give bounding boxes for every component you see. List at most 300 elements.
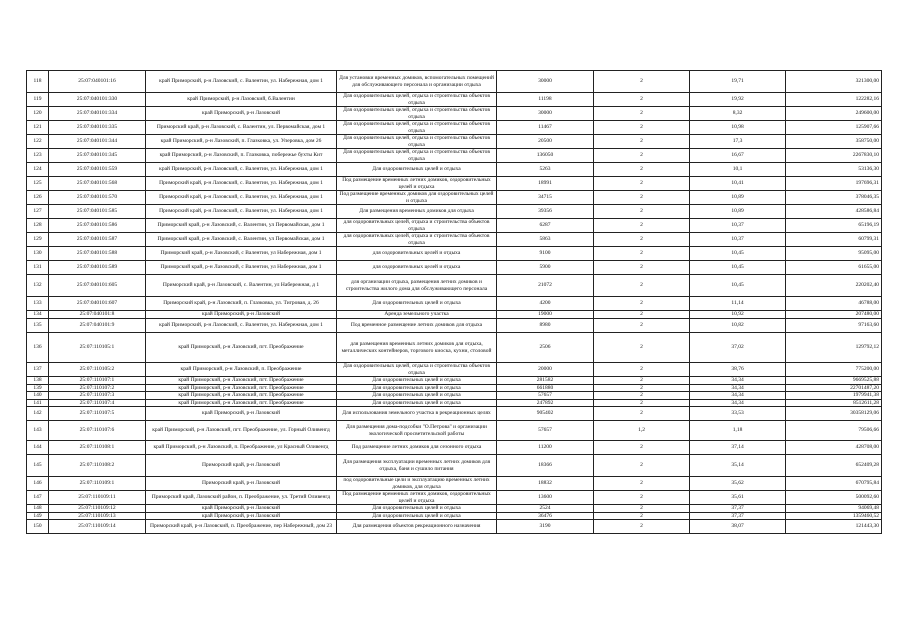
row-number: 133 [27, 297, 49, 311]
rate-cell: 10,89 [690, 205, 786, 219]
coefficient-cell: 2 [594, 135, 690, 149]
table-body [27, 71, 882, 534]
area-cell: 247892 [497, 399, 594, 407]
rate-cell: 38,76 [690, 363, 786, 377]
rate-cell: 34,34 [690, 384, 786, 392]
cadastral-number: 25:07:110109:13 [49, 512, 146, 520]
coefficient-cell: 2 [594, 247, 690, 261]
table-row [27, 71, 882, 93]
amount-cell: 500092,60 [786, 491, 882, 505]
amount-cell: 46788,00 [786, 297, 882, 311]
rate-cell: 10,45 [690, 247, 786, 261]
amount-cell: 60799,31 [786, 233, 882, 247]
rate-cell: 19,92 [690, 93, 786, 107]
coefficient-cell: 2 [594, 319, 690, 333]
area-cell: 57657 [497, 421, 594, 441]
table-row [27, 233, 882, 247]
rate-cell: 16,67 [690, 149, 786, 163]
row-number: 118 [27, 71, 49, 93]
row-number: 129 [27, 233, 49, 247]
amount-cell: 22701487,20 [786, 384, 882, 392]
coefficient-cell: 2 [594, 121, 690, 135]
area-cell: 18832 [497, 477, 594, 491]
table-row [27, 392, 882, 400]
land-lease-table [26, 70, 882, 534]
permitted-use-cell: Для размещения эксплуатации временных летних домиков для отдыха, баня и сушило питания [337, 455, 497, 477]
cadastral-number: 25:07:040101:587 [49, 233, 146, 247]
rate-cell: 10,1 [690, 163, 786, 177]
address-cell: край Приморский, р-н Лазовский, пгт. Преображение [146, 399, 337, 407]
cadastral-number: 25:07:110109:1 [49, 477, 146, 491]
address-cell: край Приморский, р-н Лазовский [146, 107, 337, 121]
address-cell: край Приморский, р-н Лазовский [146, 505, 337, 513]
amount-cell: 670795,84 [786, 477, 882, 491]
cadastral-number: 25:07:110105:1 [49, 333, 146, 363]
address-cell: Приморский край, р-н Лазовский, с. Валентин, ул. Первомайская, дом 1 [146, 121, 337, 135]
coefficient-cell: 2 [594, 311, 690, 319]
amount-cell: 378046,35 [786, 191, 882, 205]
row-number: 126 [27, 191, 49, 205]
permitted-use-cell: Для оздоровительных целей и отдыха [337, 392, 497, 400]
table-row [27, 107, 882, 121]
cadastral-number: 25:07:110108:1 [49, 441, 146, 455]
coefficient-cell: 2 [594, 520, 690, 534]
rate-cell: 10,45 [690, 275, 786, 297]
address-cell: край Приморский, р-н Лазовский [146, 311, 337, 319]
cadastral-number: 25:07:040101:334 [49, 107, 146, 121]
row-number: 140 [27, 392, 49, 400]
rate-cell: 37,37 [690, 512, 786, 520]
rate-cell: 10,89 [690, 191, 786, 205]
table-row [27, 377, 882, 385]
cadastral-number: 25:07:040101:559 [49, 163, 146, 177]
permitted-use-cell: для размещения временных летних домиков для отдыха, металлических контейнеров, торгового киоска, кухни, столовой [337, 333, 497, 363]
table-row [27, 311, 882, 319]
coefficient-cell: 2 [594, 93, 690, 107]
address-cell: край Приморский, р-н Лазовский, пгт. Преображение, ул. Горный Оливенгд [146, 421, 337, 441]
coefficient-cell: 2 [594, 363, 690, 377]
area-cell: 11198 [497, 93, 594, 107]
amount-cell: 53136,30 [786, 163, 882, 177]
coefficient-cell: 2 [594, 149, 690, 163]
amount-cell: 125907,66 [786, 121, 882, 135]
row-number: 122 [27, 135, 49, 149]
address-cell: Приморский край, р-н Лазовский, с Валентин, ул Набережная, дом 1 [146, 261, 337, 275]
cadastral-number: 25:07:110107:5 [49, 407, 146, 421]
area-cell: 5263 [497, 163, 594, 177]
row-number: 119 [27, 93, 49, 107]
amount-cell: 94069,48 [786, 505, 882, 513]
area-cell: 30000 [497, 107, 594, 121]
amount-cell: 121443,30 [786, 520, 882, 534]
row-number: 142 [27, 407, 49, 421]
cadastral-number: 25:07:110109:12 [49, 505, 146, 513]
coefficient-cell: 2 [594, 297, 690, 311]
permitted-use-cell: Для оздоровительных целей, отдыха и строительства объектов отдыха [337, 93, 497, 107]
cadastral-number: 25:07:040101:9 [49, 319, 146, 333]
cadastral-number: 25:07:040101:330 [49, 93, 146, 107]
area-cell: 19000 [497, 311, 594, 319]
address-cell: край Приморский, р-н Лазовский, б.Валентин [146, 93, 337, 107]
permitted-use-cell: Для оздоровительных целей и отдыха [337, 384, 497, 392]
rate-cell: 11,14 [690, 297, 786, 311]
amount-cell: 207480,00 [786, 311, 882, 319]
area-cell: 36476 [497, 512, 594, 520]
table-row [27, 520, 882, 534]
area-cell: 136050 [497, 149, 594, 163]
row-number: 134 [27, 311, 49, 319]
row-number: 120 [27, 107, 49, 121]
cadastral-number: 25:07:040101:16 [49, 71, 146, 93]
row-number: 124 [27, 163, 49, 177]
cadastral-number: 25:07:110105:2 [49, 363, 146, 377]
permitted-use-cell: Для оздоровительных целей, отдыха и строительства объектов отдыха [337, 149, 497, 163]
address-cell: Приморский край, р-н Лазовский, с. Валентин, ул. Набережная, дом 1 [146, 191, 337, 205]
rate-cell: 35,61 [690, 491, 786, 505]
area-cell: 13600 [497, 491, 594, 505]
address-cell: Приморский край, р-н Лазовский, п. Глазковка, ул. Тигровая, д. 26 [146, 297, 337, 311]
row-number: 130 [27, 247, 49, 261]
permitted-use-cell: Для оздоровительных целей и отдыха [337, 505, 497, 513]
row-number: 137 [27, 363, 49, 377]
amount-cell: 775200,00 [786, 363, 882, 377]
coefficient-cell: 2 [594, 163, 690, 177]
amount-cell: 2267830,10 [786, 149, 882, 163]
coefficient-cell: 2 [594, 441, 690, 455]
permitted-use-cell: Под размещение временных летних домиков, оздоровительных целей и отдыха [337, 491, 497, 505]
area-cell: 11200 [497, 441, 594, 455]
cadastral-number: 25:07:040101:589 [49, 261, 146, 275]
address-cell: Приморский край, р-н Лазовский, с. Валентин, ул. Набережная, дом 1 [146, 177, 337, 191]
table-row [27, 333, 882, 363]
cadastral-number: 25:07:110107:1 [49, 377, 146, 385]
coefficient-cell: 2 [594, 177, 690, 191]
table-row [27, 297, 882, 311]
permitted-use-cell: Под временное размещение летних домиков для отдыха [337, 319, 497, 333]
row-number: 135 [27, 319, 49, 333]
row-number: 145 [27, 455, 49, 477]
coefficient-cell: 2 [594, 205, 690, 219]
table-row [27, 163, 882, 177]
cadastral-number: 25:07:040101:607 [49, 297, 146, 311]
area-cell: 20500 [497, 135, 594, 149]
table-row [27, 441, 882, 455]
coefficient-cell: 2 [594, 399, 690, 407]
cadastral-number: 25:07:110107:3 [49, 392, 146, 400]
row-number: 147 [27, 491, 49, 505]
document-page [26, 70, 881, 534]
permitted-use-cell: Для оздоровительных целей и отдыха [337, 297, 497, 311]
permitted-use-cell: Под размещение временных домиков для оздоровительных целей и отдыха [337, 191, 497, 205]
table-row [27, 247, 882, 261]
permitted-use-cell: для оздоровительных целей и отдыха [337, 261, 497, 275]
permitted-use-cell: Для оздоровительных целей, отдыха и строительства объектов отдыха [337, 363, 497, 377]
amount-cell: 8512611,28 [786, 399, 882, 407]
coefficient-cell: 2 [594, 377, 690, 385]
area-cell: 661880 [497, 384, 594, 392]
rate-cell: 10,41 [690, 177, 786, 191]
coefficient-cell: 2 [594, 505, 690, 513]
cadastral-number: 25:07:110109:14 [49, 520, 146, 534]
rate-cell: 10,82 [690, 319, 786, 333]
cadastral-number: 25:07:040101:585 [49, 205, 146, 219]
table-row [27, 512, 882, 520]
amount-cell: 197696,31 [786, 177, 882, 191]
area-cell: 4200 [497, 297, 594, 311]
table-row [27, 407, 882, 421]
coefficient-cell: 2 [594, 261, 690, 275]
cadastral-number: 25:07:110108:2 [49, 455, 146, 477]
rate-cell: 10,92 [690, 311, 786, 319]
address-cell: край Приморский, р-н Лазовский, п. Преображение [146, 363, 337, 377]
address-cell: Приморский край, р-н Лазовский [146, 477, 337, 491]
row-number: 150 [27, 520, 49, 534]
coefficient-cell: 2 [594, 219, 690, 233]
permitted-use-cell: под оздоровительные цели и эксплуатацию временных летних домиков, для отдыха [337, 477, 497, 491]
address-cell: Приморский край, р-н Лазовский, с. Валентин, ул. Набережная, дом 1 [146, 205, 337, 219]
address-cell: Приморский край, р-н Лазовский, с. Валентин, ул Набережная, д 1 [146, 275, 337, 297]
rate-cell: 10,37 [690, 219, 786, 233]
row-number: 127 [27, 205, 49, 219]
address-cell: край Приморский, р-н Лазовский [146, 512, 337, 520]
area-cell: 20000 [497, 363, 594, 377]
rate-cell: 37,02 [690, 333, 786, 363]
cadastral-number: 25:07:040101:605 [49, 275, 146, 297]
area-cell: 281582 [497, 377, 594, 385]
table-row [27, 363, 882, 377]
table-row [27, 505, 882, 513]
coefficient-cell: 2 [594, 512, 690, 520]
amount-cell: 1359460,52 [786, 512, 882, 520]
amount-cell: 61655,00 [786, 261, 882, 275]
row-number: 136 [27, 333, 49, 363]
address-cell: край Приморский, р-н Лазовский, пгт. Преображение [146, 377, 337, 385]
rate-cell: 10,98 [690, 121, 786, 135]
address-cell: край Приморский, р-н Лазовский, пгт. Преображение [146, 333, 337, 363]
permitted-use-cell: Для оздоровительных целей и отдыха [337, 512, 497, 520]
coefficient-cell: 2 [594, 455, 690, 477]
cadastral-number: 25:07:040101:344 [49, 135, 146, 149]
amount-cell: 129792,12 [786, 333, 882, 363]
address-cell: край Приморский, р-н Лазовский, п. Преображение, ул Красный Оливенгд [146, 441, 337, 455]
row-number: 138 [27, 377, 49, 385]
address-cell: край Приморский, р-н Лазовский, с. Валентин, ул. Набережная, дом 1 [146, 163, 337, 177]
rate-cell: 10,37 [690, 233, 786, 247]
row-number: 123 [27, 149, 49, 163]
table-row [27, 121, 882, 135]
permitted-use-cell: Для оздоровительных целей и отдыха [337, 377, 497, 385]
cadastral-number: 25:07:040101:570 [49, 191, 146, 205]
amount-cell: 30358129,06 [786, 407, 882, 421]
coefficient-cell: 2 [594, 107, 690, 121]
row-number: 141 [27, 399, 49, 407]
table-row [27, 177, 882, 191]
table-row [27, 135, 882, 149]
amount-cell: 428708,00 [786, 441, 882, 455]
table-row [27, 261, 882, 275]
row-number: 121 [27, 121, 49, 135]
rate-cell: 17,3 [690, 135, 786, 149]
table-row [27, 275, 882, 297]
coefficient-cell: 2 [594, 71, 690, 93]
coefficient-cell: 2 [594, 275, 690, 297]
table-row [27, 477, 882, 491]
amount-cell: 249600,00 [786, 107, 882, 121]
rate-cell: 35,14 [690, 455, 786, 477]
amount-cell: 358750,00 [786, 135, 882, 149]
cadastral-number: 25:07:040101:335 [49, 121, 146, 135]
cadastral-number: 25:07:110109:11 [49, 491, 146, 505]
amount-cell: 122282,16 [786, 93, 882, 107]
cadastral-number: 25:07:040101:568 [49, 177, 146, 191]
cadastral-number: 25:07:110107:2 [49, 384, 146, 392]
area-cell: 18366 [497, 455, 594, 477]
address-cell: край Приморский, р-н Лазовский, пгт. Преображение [146, 384, 337, 392]
coefficient-cell: 2 [594, 407, 690, 421]
area-cell: 3190 [497, 520, 594, 534]
area-cell: 905402 [497, 407, 594, 421]
table-row [27, 191, 882, 205]
address-cell: край Приморский, р-н Лазовский, с. Валентин, ул. Набережная, дом 1 [146, 319, 337, 333]
table-row [27, 219, 882, 233]
table-row [27, 93, 882, 107]
rate-cell: 8,32 [690, 107, 786, 121]
rate-cell: 34,34 [690, 392, 786, 400]
permitted-use-cell: для организации отдыха, размещения летних домиков и строительства жилого дома для обслуживающего персонала [337, 275, 497, 297]
table-row [27, 319, 882, 333]
permitted-use-cell: Для размещения дома-подсобки "О.Петрова" и организации экологической просветительской работы [337, 421, 497, 441]
address-cell: Приморский край, р-н Лазовский, с Валентин, ул Набережная, дом 1 [146, 247, 337, 261]
rate-cell: 1,18 [690, 421, 786, 441]
address-cell: край Приморский, р-н Лазовский, пгт. Преображение [146, 392, 337, 400]
permitted-use-cell: Для установки временных домиков, вспомогательных помещений для обслуживающего персонала и организации отдыха [337, 71, 497, 93]
rate-cell: 37,37 [690, 505, 786, 513]
row-number: 132 [27, 275, 49, 297]
amount-cell: 652409,28 [786, 455, 882, 477]
area-cell: 21072 [497, 275, 594, 297]
permitted-use-cell: Для использования земельного участка в рекреационных целях [337, 407, 497, 421]
amount-cell: 428586,84 [786, 205, 882, 219]
rate-cell: 10,45 [690, 261, 786, 275]
coefficient-cell: 2 [594, 191, 690, 205]
row-number: 125 [27, 177, 49, 191]
area-cell: 2506 [497, 333, 594, 363]
coefficient-cell: 2 [594, 333, 690, 363]
address-cell: Приморский край, р-н Лазовский, с. Валентин, ул Первомайская, дом 1 [146, 219, 337, 233]
rate-cell: 34,34 [690, 377, 786, 385]
area-cell: 34715 [497, 191, 594, 205]
amount-cell: 79506,66 [786, 421, 882, 441]
rate-cell: 35,62 [690, 477, 786, 491]
permitted-use-cell: Для оздоровительных целей и отдыха [337, 399, 497, 407]
amount-cell: 220202,40 [786, 275, 882, 297]
address-cell: край Приморский, р-н Лазовский, п. Глазковка, ул. Уперовка, дом 26 [146, 135, 337, 149]
row-number: 146 [27, 477, 49, 491]
cadastral-number: 25:07:040101:586 [49, 219, 146, 233]
cadastral-number: 25:07:040101:345 [49, 149, 146, 163]
area-cell: 5900 [497, 261, 594, 275]
permitted-use-cell: Для размещения временных домиков для отдыха [337, 205, 497, 219]
permitted-use-cell: Под размещение летних домиков для сезонного отдыха [337, 441, 497, 455]
amount-cell: 1979941,38 [786, 392, 882, 400]
area-cell: 18991 [497, 177, 594, 191]
permitted-use-cell: Аренда земельного участка [337, 311, 497, 319]
amount-cell: 95095,00 [786, 247, 882, 261]
address-cell: Приморский край, р-н Лазовский [146, 455, 337, 477]
permitted-use-cell: Для оздоровительных целей, отдыха и строительства объектов отдыха [337, 121, 497, 135]
row-number: 144 [27, 441, 49, 455]
area-cell: 30000 [497, 71, 594, 93]
row-number: 128 [27, 219, 49, 233]
table-row [27, 399, 882, 407]
address-cell: Приморский край, р-н Лазовский, п. Преображение, пер Набережный, дом 23 [146, 520, 337, 534]
permitted-use-cell: для оздоровительных целей, отдыха и строительства объектов отдыха [337, 233, 497, 247]
permitted-use-cell: для оздоровительных целей, отдыха и строительства объектов отдыха [337, 219, 497, 233]
rate-cell: 34,34 [690, 399, 786, 407]
area-cell: 6287 [497, 219, 594, 233]
table-row [27, 491, 882, 505]
area-cell: 2524 [497, 505, 594, 513]
amount-cell: 65196,19 [786, 219, 882, 233]
amount-cell: 9669525,88 [786, 377, 882, 385]
area-cell: 8980 [497, 319, 594, 333]
row-number: 148 [27, 505, 49, 513]
row-number: 139 [27, 384, 49, 392]
coefficient-cell: 2 [594, 392, 690, 400]
area-cell: 57657 [497, 392, 594, 400]
coefficient-cell: 2 [594, 384, 690, 392]
cadastral-number: 25:07:110107:4 [49, 399, 146, 407]
cadastral-number: 25:07:040101:8 [49, 311, 146, 319]
coefficient-cell: 2 [594, 233, 690, 247]
table-row [27, 421, 882, 441]
amount-cell: 97163,60 [786, 319, 882, 333]
permitted-use-cell: Для оздоровительных целей, отдыха и строительства объектов отдыха [337, 135, 497, 149]
address-cell: Приморский край, Лазовский район, п. Преображение, ул. Третий Оливенгд [146, 491, 337, 505]
permitted-use-cell: Для размещения объектов рекреационного назначения [337, 520, 497, 534]
permitted-use-cell: Для оздоровительных целей, отдыха и строительства объектов отдыха [337, 107, 497, 121]
row-number: 149 [27, 512, 49, 520]
address-cell: Приморский край, р-н Лазовский, с. Валентин, ул Первомайская, дом 1 [146, 233, 337, 247]
permitted-use-cell: для оздоровительных целей и отдыха [337, 247, 497, 261]
area-cell: 39356 [497, 205, 594, 219]
cadastral-number: 25:07:110107:6 [49, 421, 146, 441]
coefficient-cell: 2 [594, 477, 690, 491]
row-number: 131 [27, 261, 49, 275]
coefficient-cell: 1,2 [594, 421, 690, 441]
address-cell: край Приморский, р-н Лазовский, с. Валентин, ул. Набережная, дом 1 [146, 71, 337, 93]
table-row [27, 455, 882, 477]
rate-cell: 33,53 [690, 407, 786, 421]
table-row [27, 384, 882, 392]
table-row [27, 205, 882, 219]
table-row [27, 149, 882, 163]
address-cell: край Приморский, р-н Лазовский, п. Глазковка, побережье бухты Кит [146, 149, 337, 163]
permitted-use-cell: Для оздоровительных целей и отдыха [337, 163, 497, 177]
address-cell: край Приморский, р-н Лазовский [146, 407, 337, 421]
area-cell: 9100 [497, 247, 594, 261]
permitted-use-cell: Под размещение временных летних домиков, оздоровительных целей и отдыха [337, 177, 497, 191]
rate-cell: 37,14 [690, 441, 786, 455]
cadastral-number: 25:07:040101:588 [49, 247, 146, 261]
coefficient-cell: 2 [594, 491, 690, 505]
amount-cell: 321300,00 [786, 71, 882, 93]
rate-cell: 19,71 [690, 71, 786, 93]
rate-cell: 38,07 [690, 520, 786, 534]
row-number: 143 [27, 421, 49, 441]
area-cell: 11467 [497, 121, 594, 135]
area-cell: 5863 [497, 233, 594, 247]
